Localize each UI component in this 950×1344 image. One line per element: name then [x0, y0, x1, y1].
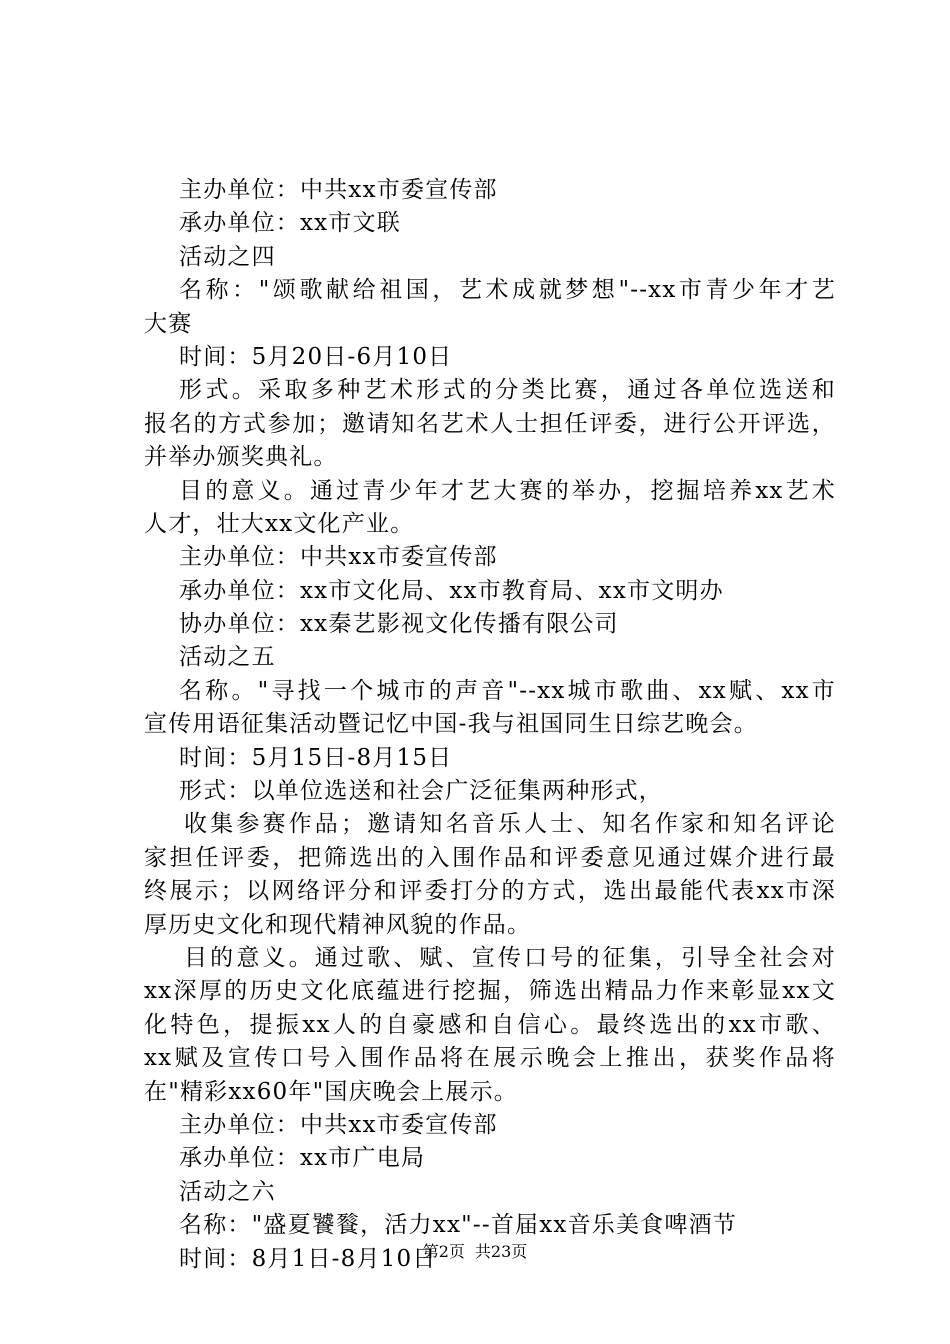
text-line: 形式：以单位选送和社会广泛征集两种形式，: [179, 778, 663, 805]
text-line: 家担任评委，把筛选出的入围作品和评委意见通过媒介进行最: [144, 844, 836, 871]
text-line: 活动之五: [179, 644, 276, 671]
text-line: 主办单位：中共xx市委宣传部: [179, 177, 498, 203]
text-line: 报名的方式参加；邀请知名艺术人士担任评委，进行公开评选，: [144, 410, 836, 437]
text-line: 收集参赛作品；邀请知名音乐人士、知名作家和知名评论: [184, 811, 836, 838]
text-line: 终展示；以网络评分和评委打分的方式，选出最能代表xx市深: [144, 878, 836, 905]
text-line: 目的意义。通过歌、赋、宣传口号的征集，引导全社会对: [184, 944, 836, 971]
page-total: 共23页: [474, 1242, 528, 1261]
text-line: 名称："盛夏饕餮，活力xx"--首届xx音乐美食啤酒节: [179, 1212, 737, 1239]
text-line: 协办单位：xx秦艺影视文化传播有限公司: [179, 611, 619, 638]
text-line: 形式。采取多种艺术形式的分类比赛，通过各单位选送和: [179, 377, 836, 404]
text-line: 大赛: [144, 310, 193, 337]
text-line: 时间：8月1日-8月10日: [179, 1245, 437, 1272]
text-line: xx赋及宣传口号入围作品将在展示晚会上推出，获奖作品将: [144, 1045, 836, 1072]
text-line: 承办单位：xx市广电局: [179, 1145, 426, 1172]
text-line: 人才，壮大xx文化产业。: [144, 510, 415, 537]
text-line: 厚历史文化和现代精神风貌的作品。: [144, 911, 532, 938]
text-line: 活动之四: [179, 243, 276, 270]
text-line: 名称。"寻找一个城市的声音"--xx城市歌曲、xx赋、xx市: [179, 677, 836, 704]
text-line: 化特色，提振xx人的自豪感和自信心。最终选出的xx市歌、: [144, 1011, 836, 1038]
page-footer: [0, 1240, 950, 1264]
text-line: 主办单位：中共xx市委宣传部: [179, 544, 498, 571]
text-line: 在"精彩xx60年"国庆晚会上展示。: [144, 1078, 518, 1105]
text-line: 时间：5月20日-6月10日: [179, 343, 453, 370]
text-line: xx深厚的历史文化底蕴进行挖掘，筛选出精品力作来彰显xx文: [144, 978, 836, 1005]
text-line: 名称："颂歌献给祖国，艺术成就梦想"--xx市青少年才艺: [179, 277, 836, 304]
text-line: 宣传用语征集活动暨记忆中国-我与祖国同生日综艺晚会。: [144, 711, 758, 738]
text-line: 主办单位：中共xx市委宣传部: [179, 1111, 498, 1138]
text-line: 承办单位：xx市文化局、xx市教育局、xx市文明办: [179, 577, 724, 604]
text-line: 承办单位：xx市文联: [179, 210, 401, 237]
text-line: 目的意义。通过青少年才艺大赛的举办，挖掘培养xx艺术: [179, 477, 836, 504]
page-number: 第2页: [422, 1242, 465, 1261]
text-line: 并举办颁奖典礼。: [144, 444, 338, 471]
text-line: 活动之六: [179, 1178, 276, 1205]
document-body: [144, 174, 836, 1276]
text-line: 时间：5月15日-8月15日: [179, 744, 453, 771]
